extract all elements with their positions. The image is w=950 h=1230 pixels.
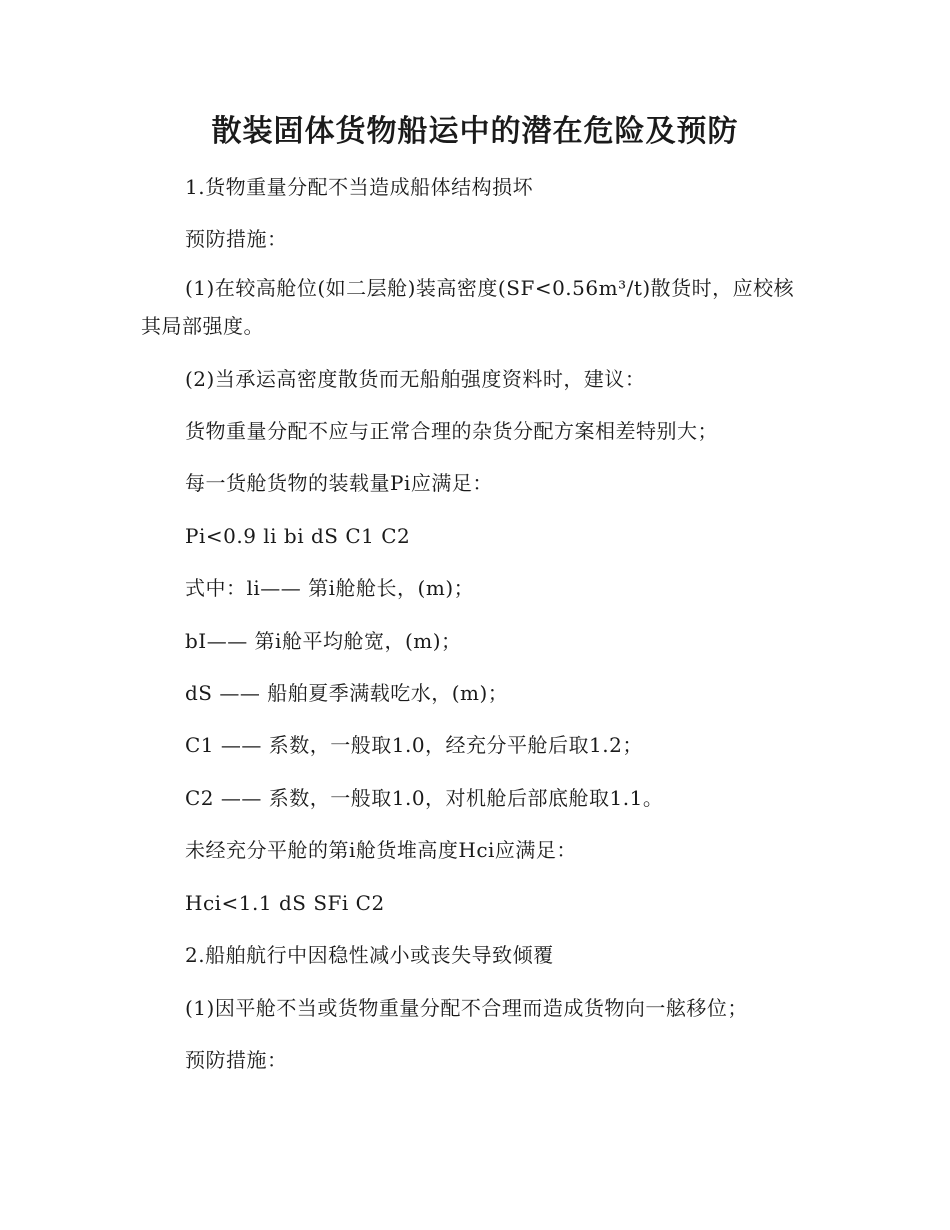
definition-li: 式中：li—— 第i舱舱长，(m)； — [185, 576, 475, 600]
paragraph-distribution-rule: 货物重量分配不应与正常合理的杂货分配方案相差特别大； — [185, 419, 718, 443]
paragraph-prevention-label-2: 预防措施： — [185, 1048, 288, 1072]
paragraph-section-2-item-1: (1)因平舱不当或货物重量分配不合理而造成货物向一舷移位； — [185, 996, 748, 1020]
paragraph-item-2: (2)当承运高密度散货而无船舶强度资料时，建议： — [185, 367, 646, 391]
paragraph-section-2-heading: 2.船舶航行中因稳性减小或丧失导致倾覆 — [185, 943, 554, 967]
definition-ds: dS —— 船舶夏季满载吃水，(m)； — [185, 681, 509, 705]
formula-load: Pi<0.9 li bi dS C1 C2 — [185, 524, 411, 548]
definition-bi: bI—— 第i舱平均舱宽，(m)； — [185, 629, 462, 653]
document-title: 散装固体货物船运中的潜在危险及预防 — [211, 114, 739, 149]
paragraph-prevention-label: 预防措施： — [185, 227, 288, 251]
definition-c2: C2 —— 系数，一般取1.0，对机舱后部底舱取1.1。 — [185, 786, 664, 810]
definition-c1: C1 —— 系数，一般取1.0，经充分平舱后取1.2； — [185, 733, 643, 757]
paragraph-section-1-heading: 1.货物重量分配不当造成船体结构损坏 — [185, 175, 534, 199]
formula-height: Hci<1.1 dS SFi C2 — [185, 891, 385, 915]
paragraph-load-requirement: 每一货舱货物的装载量Pi应满足： — [185, 471, 493, 495]
paragraph-item-1: (1)在较高舱位(如二层舱)装高密度(SF<0.56m³/t)散货时，应校核其局部强度。 — [141, 276, 795, 338]
paragraph-height-requirement: 未经充分平舱的第i舱货堆高度Hci应满足： — [185, 838, 577, 862]
